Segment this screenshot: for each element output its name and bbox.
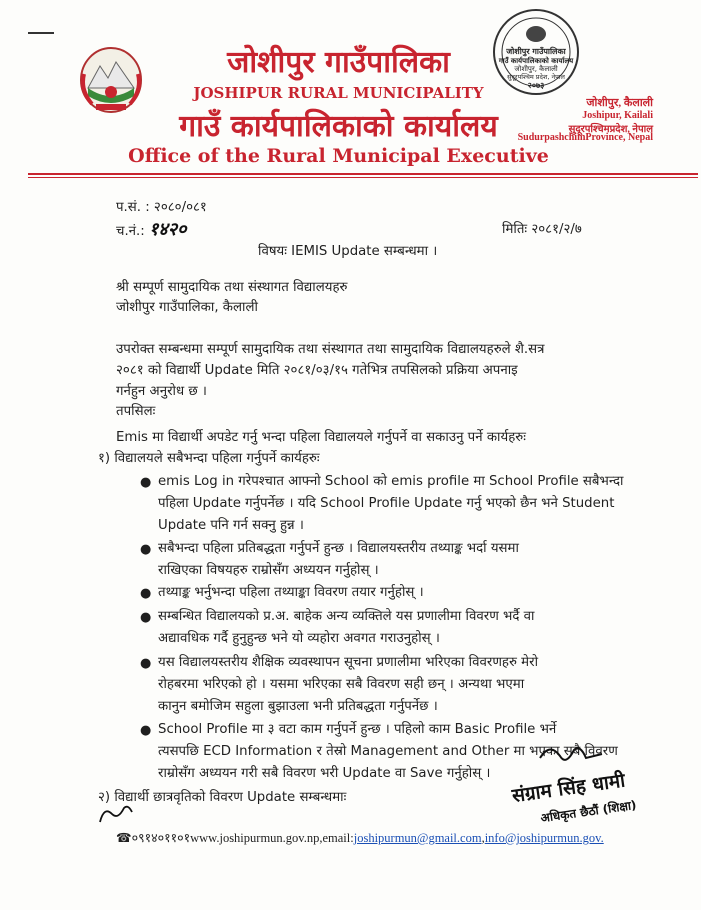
bullet-5-line-3: कानुन बमोजिम सहुला बुझाउला भनी प्रतिबद्धता गर्नुपर्नेछ । — [158, 699, 438, 714]
province-np: सुदूरपश्चिमप्रदेश, नेपाल — [568, 124, 653, 135]
body-line-1: उपरोक्त सम्बन्धमा सम्पूर्ण सामुदायिक तथा संस्थागत तथा सामुदायिक विद्यालयहरुले शै.सत्र — [116, 342, 545, 357]
footer-separator: , — [481, 831, 485, 845]
address-en: Joshipur, Kailali — [582, 110, 653, 121]
letter-date: मितिः २०८१/२/७ — [502, 222, 582, 237]
bullet-6-line-2: त्यसपछि ECD Information र तेस्रो Management and Other मा भएका सबै विवरण — [158, 744, 618, 759]
bullet-5-line-1: यस विद्यालयस्तरीय शैक्षिक व्यवस्थापन सूचना प्रणालीमा भरिएका विवरणहरु मेरो — [158, 655, 539, 670]
address-np: जोशीपुर, कैलाली — [586, 97, 653, 109]
bullet-icon: ● — [140, 542, 152, 557]
svg-text:सुदूरपश्चिम प्रदेश, नेपाल: सुदूरपश्चिम प्रदेश, नेपाल — [507, 73, 565, 81]
bullet-2-line-1: सबैभन्दा पहिला प्रतिबद्धता गर्नुपर्ने हुन्छ । विद्यालयस्तरीय तथ्याङ्क भर्दा यसमा — [158, 541, 519, 556]
bullet-6-line-3: राम्रोसँग अध्ययन गरी सबै विवरण भरी Update वा Save गर्नुहोस् । — [158, 766, 491, 781]
dispatch-number — [116, 220, 186, 242]
bullet-3-line-1: तथ्याङ्क भर्नुभन्दा पहिला तथ्याङ्का विवरण तयार गर्नुहोस् । — [158, 585, 424, 600]
bullet-icon: ● — [140, 656, 152, 671]
svg-text:२०७३: २०७३ — [527, 81, 545, 90]
header-divider — [28, 173, 698, 175]
reference-number: प.सं. : २०८०/०८१ — [116, 200, 207, 215]
bullet-6-line-1: School Profile मा ३ वटा काम गर्नुपर्ने हुन्छ । पहिलो काम Basic Profile भर्ने — [158, 722, 557, 737]
bullet-2-line-2: राखिएका विषयहरु राम्रोसँग अध्ययन गर्नुहोस् । — [158, 563, 379, 578]
bullet-4-line-2: अद्यावधिक गर्दै हुनुहुन्छ भने यो व्यहोरा अवगत गराउनुहोस् । — [158, 631, 440, 646]
municipality-title-en: JOSHIPUR RURAL MUNICIPALITY — [193, 84, 484, 102]
bullet-4-line-1: सम्बन्धित विद्यालयको प्र.अ. बाहेक अन्य व्यक्तिले यस प्रणालीमा विवरण भर्दै वा — [158, 609, 535, 624]
signature-stamp — [510, 740, 660, 830]
section-1-heading: १) विद्यालयले सबैभन्दा पहिला गर्नुपर्ने कार्यहरुः — [98, 451, 320, 466]
bullet-5-line-2: रोहबरमा भरिएको हो । यसमा भरिएका सबै विवरण सही छन् । अन्यथा भएमा — [158, 677, 525, 692]
section-2-heading: २) विद्यार्थी छात्रवृतिको विवरण Update सम्बन्धमाः — [98, 790, 347, 805]
footer-contact — [116, 829, 604, 846]
initials-mark — [96, 800, 136, 830]
province-en: SudurpashchimProvince, Nepal — [517, 132, 653, 143]
corner-mark — [28, 32, 54, 34]
svg-text:अधिकृत छैठौं (शिक्षा): अधिकृत छैठौं (शिक्षा) — [539, 797, 638, 826]
footer-website: www.joshipurmun.gov.np,email: — [190, 831, 354, 845]
bullet-1-line-1: emis Log in गरेपश्चात आफ्नो School को emis profile मा School Profile सबैभन्दा — [158, 474, 624, 489]
municipality-title-np: जोशीपुर गाउँपालिका — [227, 45, 450, 80]
bullet-1-line-2: पहिला Update गर्नुपर्नेछ । यदि School Profile Update गर्नु भएको छैन भने Student — [158, 496, 615, 511]
body-line-2: २०८१ को विद्यार्थी Update मिति २०८१/०३/१५ गतेभित्र तपसिलको प्रक्रिया अपनाइ — [116, 363, 518, 378]
recipient-line-2: जोशीपुर गाउँपालिका, कैलाली — [116, 300, 258, 315]
office-title-np: गाउँ कार्यपालिकाको कार्यालय — [179, 109, 498, 144]
bullet-icon: ● — [140, 475, 152, 490]
office-title-en: Office of the Rural Municipal Executive — [128, 145, 549, 167]
footer-email-link-1[interactable]: joshipurmun@gmail.com — [353, 831, 482, 845]
footer-email-link-2[interactable]: info@joshipurmun.gov. — [484, 831, 604, 845]
tapsil-heading: तपसिलः — [116, 404, 156, 419]
bullet-1-line-3: Update पनि गर्न सक्नु हुन्न । — [158, 518, 304, 533]
svg-text:जोशीपुर, कैलाली: जोशीपुर, कैलाली — [514, 65, 558, 73]
subject-line: विषयः IEMIS Update सम्बन्धमा । — [258, 244, 438, 259]
svg-text:संग्राम सिंह धामी: संग्राम सिंह धामी — [510, 769, 627, 808]
dispatch-label: च.नं.: — [116, 224, 145, 239]
svg-text:जोशीपुर गाउँपालिका: जोशीपुर गाउँपालिका — [506, 47, 566, 56]
recipient-line-1: श्री सम्पूर्ण सामुदायिक तथा संस्थागत विद्यालयहरु — [116, 280, 348, 295]
bullet-icon: ● — [140, 586, 152, 601]
header-divider-thin — [28, 177, 698, 178]
body-line-3: गर्नहुन अनुरोध छ । — [116, 384, 207, 399]
bullet-icon: ● — [140, 610, 152, 625]
bullet-icon: ● — [140, 723, 152, 738]
dispatch-value: १४२० — [149, 219, 187, 240]
svg-text:गाउँ कार्यपालिकाको कार्यालय: गाउँ कार्यपालिकाको कार्यालय — [498, 57, 574, 65]
footer-phone: ☎०९१४०११०१ — [116, 831, 191, 845]
emis-intro: Emis मा विद्यार्थी अपडेट गर्नु भन्दा पहिला विद्यालयले गर्नुपर्ने वा सकाउनु पर्ने कार्यहरुः — [116, 430, 526, 445]
